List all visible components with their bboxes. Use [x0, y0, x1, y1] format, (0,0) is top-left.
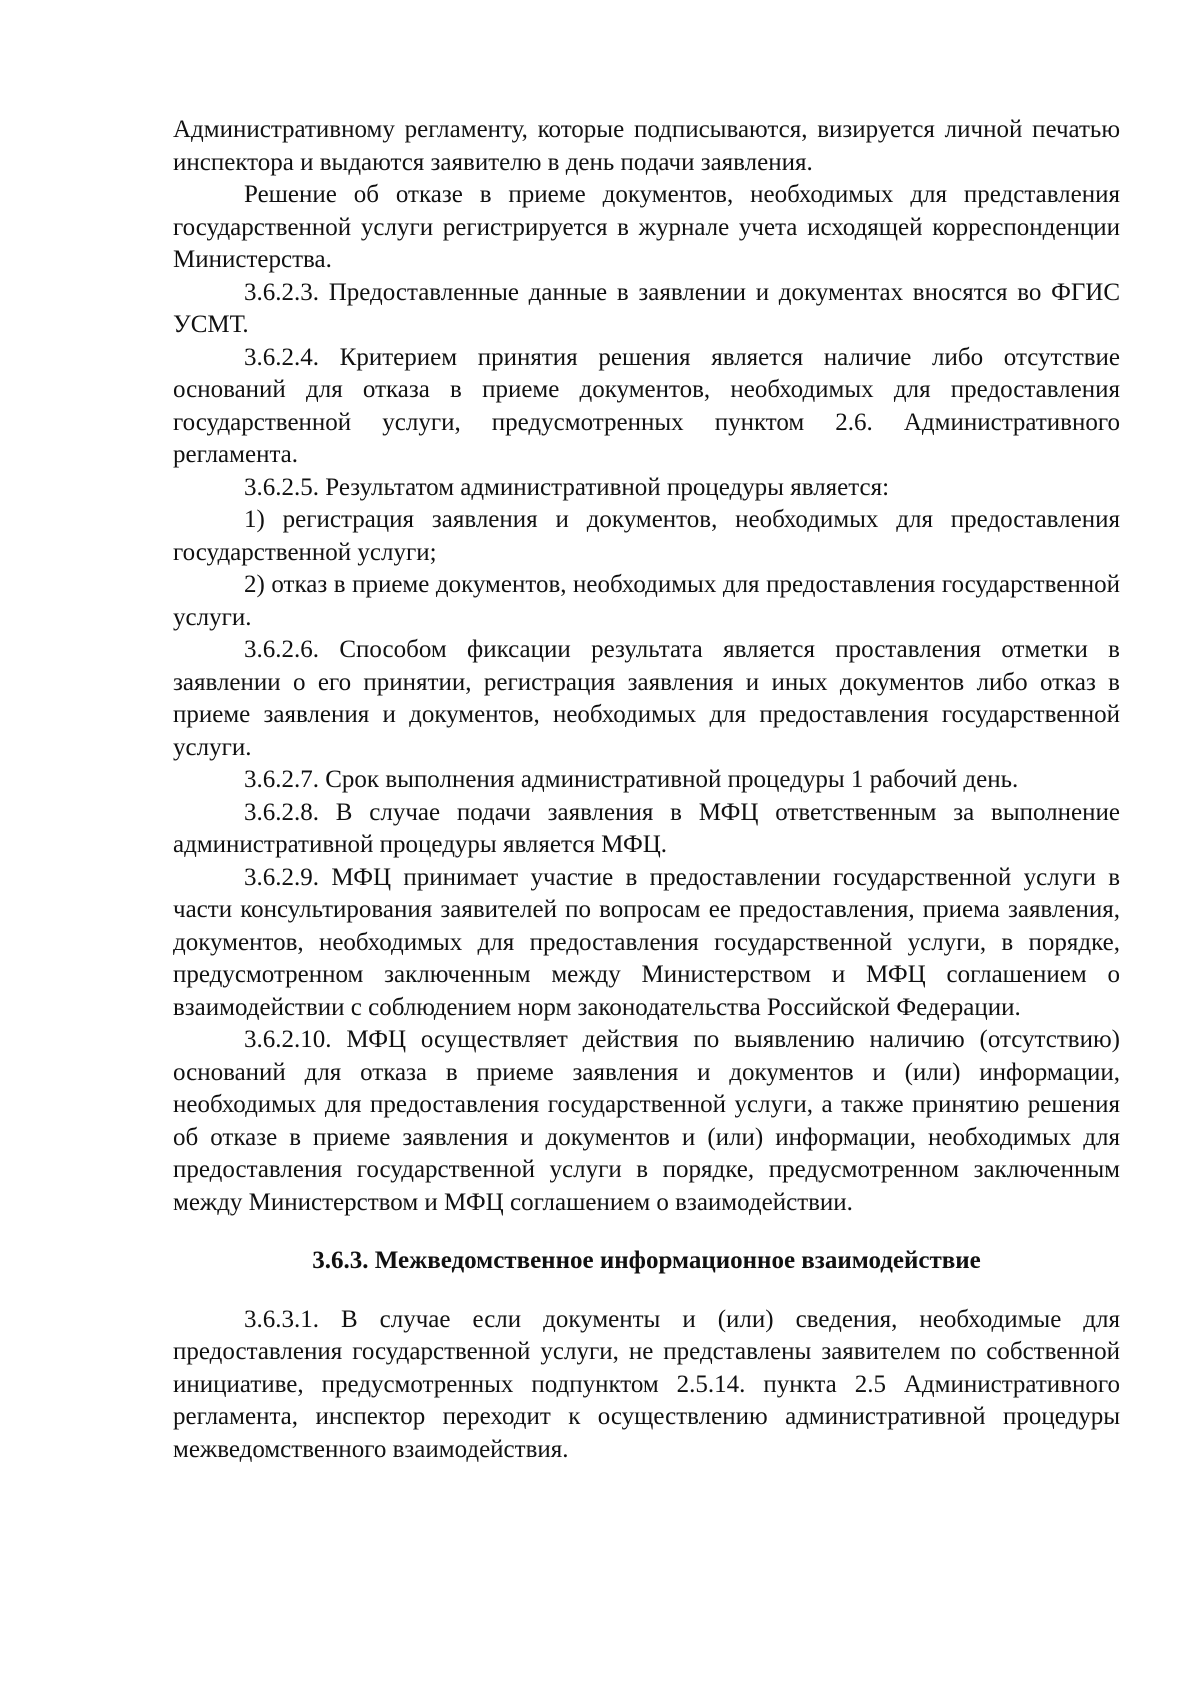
document-page: [173, 114, 1120, 1466]
paragraph-refusal-registration: Решение об отказе в приеме документов, необходимых для представления государственной услуги регистрируется в журнале учета исходящей корреспонденции Министерства.: [173, 181, 1120, 273]
list-item-2: 2) отказ в приеме документов, необходимых для предоставления государственной услуги.: [173, 571, 1120, 631]
paragraph-3-6-2-8: 3.6.2.8. В случае подачи заявления в МФЦ ответственным за выполнение административной процедуры является МФЦ.: [173, 798, 1120, 858]
paragraph-3-6-3-1: 3.6.3.1. В случае если документы и (или) сведения, необходимые для предоставления государственной услуги, не представлены заявителем по собственной инициативе, предусмотренных подпунктом 2.5.14. пункта 2.5 Административного регламента, инспектор переходит к осуществлению административной процедуры межведомственного взаимодействия.: [173, 1305, 1120, 1463]
section-heading: 3.6.3. Межведомственное информационное взаимодействие: [312, 1247, 981, 1274]
paragraph-3-6-2-10: 3.6.2.10. МФЦ осуществляет действия по выявлению наличию (отсутствию) оснований для отказа в приеме заявления и документов и (или) информации, необходимых для предоставления государственной услуги, а также принятию решения об отказе в приеме заявления и документов и (или) информации, необходимых для предоставления государственной услуги в порядке, предусмотренном заключенным между Министерством и МФЦ соглашением о взаимодействии.: [173, 1026, 1120, 1216]
paragraph-3-6-2-4: 3.6.2.4. Критерием принятия решения является наличие либо отсутствие оснований для отказа в приеме документов, необходимых для предоставления государственной услуги, предусмотренных пунктом 2.6. Административного регламента.: [173, 343, 1120, 468]
list-item-1: 1) регистрация заявления и документов, необходимых для предоставления государственной услуги;: [173, 506, 1120, 566]
paragraph-3-6-2-6: 3.6.2.6. Способом фиксации результата является проставления отметки в заявлении о его принятии, регистрация заявления и иных документов либо отказ в приеме заявления и документов, необходимых для предоставления государственной услуги.: [173, 636, 1120, 761]
paragraph-3-6-2-7: 3.6.2.7. Срок выполнения административной процедуры 1 рабочий день.: [244, 766, 1019, 793]
paragraph-3-6-2-3: 3.6.2.3. Предоставленные данные в заявлении и документах вносятся во ФГИС УСМТ.: [173, 278, 1120, 338]
paragraph-continuation: Административному регламенту, которые подписываются, визируется личной печатью инспектора и выдаются заявителю в день подачи заявления.: [173, 116, 1120, 176]
paragraph-3-6-2-5: 3.6.2.5. Результатом административной процедуры является:: [244, 473, 890, 501]
paragraph-3-6-2-9: 3.6.2.9. МФЦ принимает участие в предоставлении государственной услуги в части консультирования заявителей по вопросам ее предоставления, приема заявления, документов, необходимых для предоставления государственной услуги, в порядке, предусмотренном заключенным между Министерством и МФЦ соглашением о взаимодействии с соблюдением норм законодательства Российской Федерации.: [173, 863, 1120, 1021]
